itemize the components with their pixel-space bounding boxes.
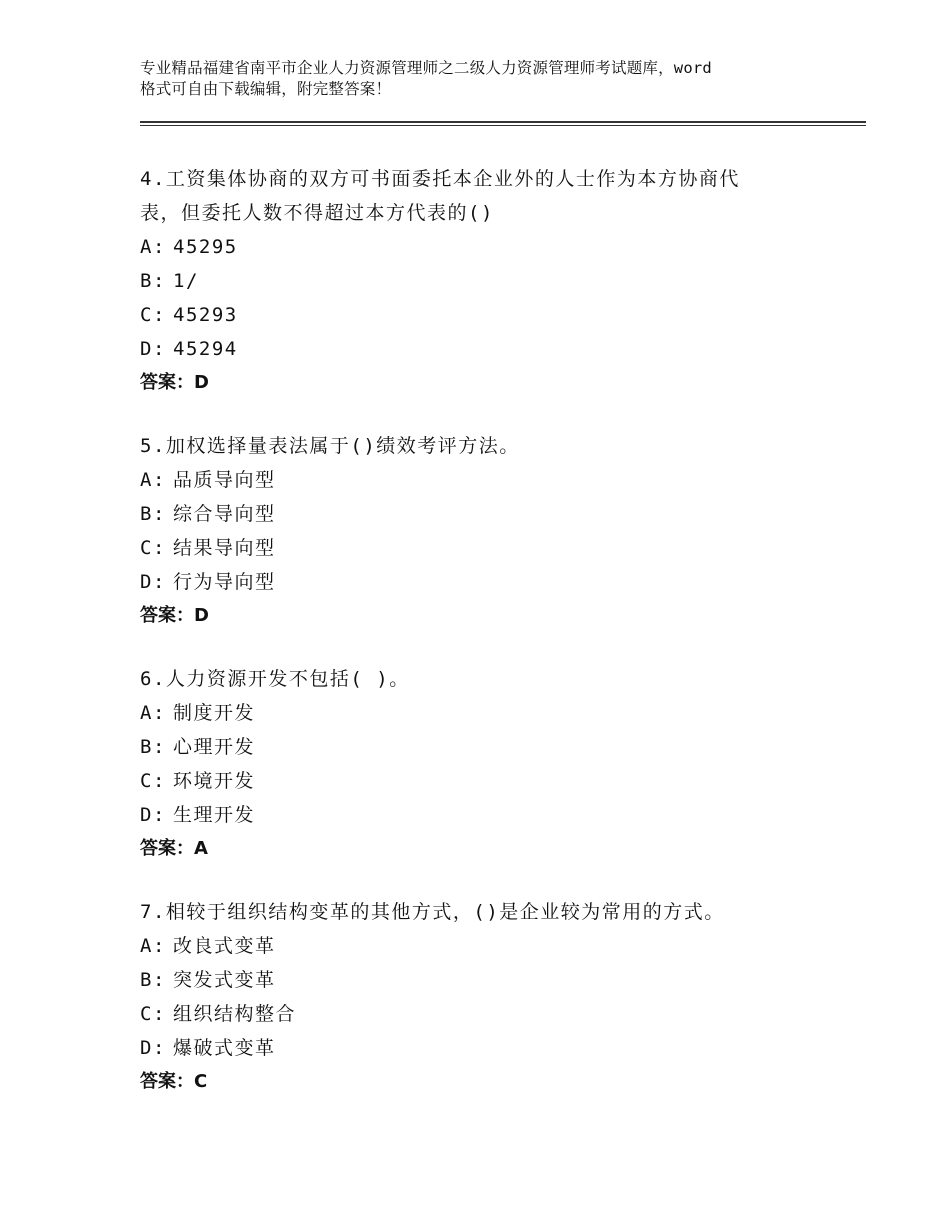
question-4 <box>140 162 840 400</box>
document-header <box>140 58 840 100</box>
option-letter: B: <box>140 270 166 292</box>
question-stem-line: 6.人力资源开发不包括( )。 <box>140 668 410 690</box>
question-7 <box>140 895 840 1099</box>
option-text: 心理开发 <box>173 736 256 758</box>
option-letter: D: <box>140 571 166 593</box>
option-a <box>140 463 840 497</box>
option-letter: A: <box>140 935 166 957</box>
option-text: 环境开发 <box>173 770 256 792</box>
header-divider <box>140 121 866 123</box>
option-d <box>140 332 840 366</box>
option-text: 1/ <box>173 270 199 292</box>
option-text: 品质导向型 <box>173 469 276 491</box>
option-a <box>140 696 840 730</box>
question-stem-line: 7.相较于组织结构变革的其他方式，()是企业较为常用的方式。 <box>140 901 725 923</box>
option-letter: A: <box>140 236 166 258</box>
answer-label: 答案：D <box>140 605 209 626</box>
option-letter: D: <box>140 338 166 360</box>
question-stem-line: 4.工资集体协商的双方可书面委托本企业外的人士作为本方协商代 <box>140 168 740 190</box>
option-letter: C: <box>140 1003 166 1025</box>
option-text: 制度开发 <box>173 702 256 724</box>
question-5 <box>140 429 840 633</box>
option-letter: C: <box>140 304 166 326</box>
option-c <box>140 764 840 798</box>
option-letter: C: <box>140 537 166 559</box>
option-text: 爆破式变革 <box>173 1037 276 1059</box>
option-b <box>140 963 840 997</box>
answer-label: 答案：D <box>140 372 209 393</box>
answer-label: 答案：C <box>140 1071 208 1092</box>
option-letter: D: <box>140 1037 166 1059</box>
option-d <box>140 565 840 599</box>
option-letter: B: <box>140 503 166 525</box>
option-text: 结果导向型 <box>173 537 276 559</box>
question-stem-line: 表，但委托人数不得超过本方代表的() <box>140 202 494 224</box>
option-text: 45295 <box>173 236 238 258</box>
option-letter: B: <box>140 736 166 758</box>
option-letter: A: <box>140 702 166 724</box>
question-stem-line: 5.加权选择量表法属于()绩效考评方法。 <box>140 435 520 457</box>
option-text: 45294 <box>173 338 238 360</box>
header-line-2: 格式可自由下载编辑，附完整答案！ <box>140 80 392 98</box>
option-letter: B: <box>140 969 166 991</box>
option-text: 行为导向型 <box>173 571 276 593</box>
option-text: 突发式变革 <box>173 969 276 991</box>
option-letter: A: <box>140 469 166 491</box>
option-b <box>140 497 840 531</box>
question-6 <box>140 662 840 866</box>
option-d <box>140 798 840 832</box>
question-list <box>140 162 840 1128</box>
header-divider-thin <box>140 125 866 126</box>
option-b <box>140 730 840 764</box>
answer-label: 答案：A <box>140 838 208 859</box>
option-b <box>140 264 840 298</box>
option-a <box>140 929 840 963</box>
option-a <box>140 230 840 264</box>
option-text: 组织结构整合 <box>173 1003 297 1025</box>
option-text: 生理开发 <box>173 804 256 826</box>
option-text: 45293 <box>173 304 238 326</box>
option-d <box>140 1031 840 1065</box>
option-c <box>140 298 840 332</box>
option-text: 改良式变革 <box>173 935 276 957</box>
option-text: 综合导向型 <box>173 503 276 525</box>
option-letter: C: <box>140 770 166 792</box>
header-line-1: 专业精品福建省南平市企业人力资源管理师之二级人力资源管理师考试题库，word <box>140 59 712 77</box>
option-c <box>140 531 840 565</box>
option-letter: D: <box>140 804 166 826</box>
option-c <box>140 997 840 1031</box>
